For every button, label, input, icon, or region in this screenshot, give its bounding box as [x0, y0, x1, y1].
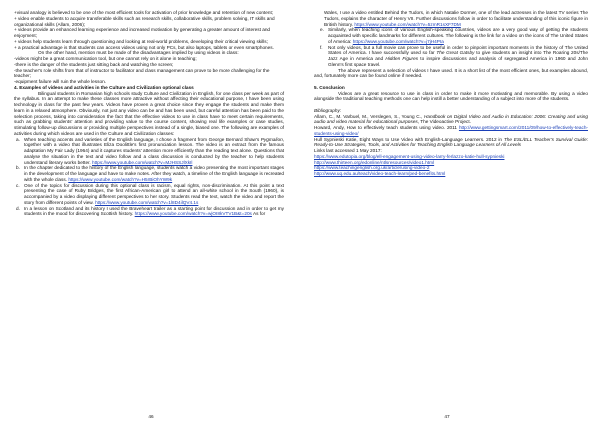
- right-page: [300, 0, 600, 424]
- video-link[interactable]: https://www.youtube.com/watch?v=H5rBiOhYW9k: [68, 176, 173, 182]
- list-marker: e.: [320, 27, 324, 33]
- bibliography-entry: [314, 137, 588, 149]
- bib-authors: Hull Sypnieski Katie, Eight Ways to Use Video with English-Language Learners. 2012 in: [314, 136, 504, 142]
- bibliography-heading: Bibliography:: [314, 107, 342, 113]
- item-text: In a lesson on Scotland and its history I used the Braveheart trailer as a starting point for discussion and in order to get my students in the mood for discovering Scottish history.: [24, 205, 284, 217]
- list-marker: a.: [16, 136, 20, 142]
- page-number: 46: [148, 414, 154, 419]
- disadvantage-line: -equipment failure will ruin the whole lesson.: [14, 79, 106, 84]
- conclusion-heading: 5. Conclusion: [314, 84, 345, 90]
- intro-line: +visual analogy is believed to be one of the most efficient tools for activation of prior knowledge and retention of new content;: [14, 10, 274, 15]
- reference-link[interactable]: https://www.edutopia.org/blog/ell-engagement-using-video-larry-ferlazzo-katie-hull-sypnieski: [314, 153, 505, 159]
- continued-item: [314, 10, 588, 27]
- bibliography-entry: [314, 125, 588, 137]
- bibliography-entry: [314, 114, 588, 126]
- list-item: [314, 45, 588, 68]
- reference-link[interactable]: http://www.thirteen.org/edonline/ntlsresources/video1.html: [314, 159, 435, 165]
- reference-link[interactable]: https://www.teachingenglish.org.uk/article/using-video-2: [314, 165, 430, 171]
- bib-post: , The Videoactive Project.: [417, 119, 471, 125]
- video-link[interactable]: https://www.youtube.com/watch?v=j7jH4PIa: [352, 38, 444, 44]
- bib-authors: Howard, Andy, How to effectively teach students using video. 2011: [314, 125, 459, 130]
- bib-authors: Allam, C., M. Varbuel, M., Verslegen, S., Young C.,: [314, 113, 424, 119]
- bib-title: The ESL/ELL Teacher's Survival Guide: Ready-to-Use Strategies, Tools, and Activities for Teaching English Language Learners of All Levels: [314, 136, 589, 148]
- closing-paragraph: The above represent a selection of videos I have used. It is a short list of the most efficient ones, but examples abound, and, fortunately more can be found online if needed.: [314, 67, 588, 79]
- conclusion-body: Videos are a great resource to use in class in order to make it more motivating and memorable. By using a video alongside the traditional teaching methods one can help instill a better understanding of a subject into more of the students.: [314, 90, 588, 102]
- video-link[interactable]: https://www.youtube.com/watch?v=5zmR1sXF7DM: [354, 21, 461, 27]
- item-text-mid: to give students an insight into The Roaring 20s/The Jazz Age in America and: [328, 50, 588, 61]
- intro-line: + videos help students learn through questioning and looking at real-world problems, developing their critical viewing skills;: [14, 38, 268, 44]
- disadvantages-lead: On the other hand, mention must be made of the disadvantages implied by using videos in class:: [38, 50, 239, 56]
- list-item: [14, 206, 284, 218]
- reference-link[interactable]: http://www.uq.edu.au/teach/video-teach-learn/ped-benefits.html: [314, 171, 446, 176]
- page-number: 47: [444, 414, 450, 419]
- item-title: Pygmalion: [260, 136, 283, 142]
- list-item: [14, 137, 284, 166]
- item-text: In the chapter dedicated to the history of the English language, students watch a video presenting the most important stages in the development of the language and have to make notes. After they watch, a timeline of the English language is recreated with the whole class.: [24, 165, 284, 182]
- bib-link[interactable]: http://www.gettingsmart.com/2011/09/how-to-effectively-teach-students-using-video/: [314, 125, 588, 136]
- video-link[interactable]: https://www.youtube.com/watch?v=MJHSSJlXkIl: [92, 159, 193, 165]
- list-item: [314, 27, 588, 44]
- disadvantage-line: -there is the danger of the students just sitting back and watching the screen;: [14, 61, 174, 67]
- list-marker: f.: [320, 44, 323, 50]
- disadvantage-line: -videos might be a great communication tool, but one cannot rely on it alone in teaching;: [14, 56, 197, 61]
- list-marker: d.: [16, 205, 20, 211]
- list-marker: b.: [16, 165, 20, 171]
- left-column: [14, 10, 284, 217]
- item-text-after: , together with a video that illustrates Eliza Doolittle's first pronunciation lesson. The video is an extract from the famous adaptation My Fair Lady (1964) and it captures students' attention more efficiently than the reading text alone. Questions that analyse the situation in the text and video follow and a class discussion is conducted by the teacher to help students understand literary works better.: [24, 136, 284, 165]
- bib-title: Handbook on Digital Video and Audio in Education: 2006: Creating and using audio and video material for educational purposes: [314, 113, 588, 125]
- item-title: The Great Gatsby: [436, 50, 475, 56]
- video-link[interactable]: https://www.youtube.com/watch?v=1l8D4ilQV4.1s: [95, 199, 199, 205]
- section-heading: 4. Examples of videos and activities in the Culture and Civilization optional class: [14, 84, 194, 90]
- item-text-after: to inspire discussions and analysis of segregated America in 1960 and John Glenn's first space travel.: [328, 56, 588, 67]
- intro-line: + videos provide an enhanced learning experience and increased motivation by generating a greater amount of interest and enjoyment;: [14, 27, 271, 38]
- list-item: [14, 165, 284, 182]
- item-text-after: As for: [251, 211, 266, 217]
- item-text: When teaching accents and varieties of the English language, I chose a fragment from George Bernard Shaw's: [24, 136, 261, 142]
- item-text: One of the topics for discussion during this optional class is racism, equal rights, non-discrimination. At this point a text presenting the case of Ruby Bridges, the first African-American girl to attend an all-white school in the South (1960), is accompanied by a video displaying different perspectives to her story. Students read the text, watch the video and report the story from different points of view.: [24, 182, 284, 205]
- item-text: Not only videos, but a full movie can prove to be useful in order to pinpoint important moments in the history of The United States of America. I have successfully used so far: [328, 44, 588, 56]
- intro-line: + video enable students to acquire transferable skills such as research skills, collaborative skills, problem solving, IT skills and organizational skills (Allam, 2006);: [14, 15, 275, 27]
- item-text: Similarly, when teaching icons of various English-speaking countries, videos are a very good way of getting the students acquainted with specific landmarks for different cultures. The following is the link for a video on the icons of The United States of America:: [328, 27, 588, 44]
- intro-line: + a practical advantage is that students can access videos using not only PCs, but also laptops, tablets or even smartphones.: [14, 44, 274, 50]
- item-text: Wales, I use a video entitled Behind the Tudors, in which Natalie Dormer, one of the lead actresses in the latest TV series The Tudors, explains the character of Henry VII. Further discussions follow in order to facilitate understanding of this iconic figure in British history.: [324, 10, 588, 27]
- section-body: Bilingual students in Romanian high schools study Culture and Civilization in English, for one class per week as part of the syllabus. In an attempt to make these classes more attractive without affecting their educational purpose, I have been using technology in class for the past few years. Videos have proven a great choice since they engage the students and make them learn in a relaxed atmosphere. Obviously, not just any video can be and has been used, but careful attention has been paid to the selection process, taking into consideration the fact that the effective videos to use in class have to meet certain requirements, such as grabbing students' attention and providing value to the course content, showing real life examples or case studies, stimulating follow-up discussions or providing multiple perspectives instead of a single, biased one. The following are examples of activities during which videos are used in the Culture and Civilization classes:: [14, 90, 284, 136]
- list-item: [14, 183, 284, 206]
- list-marker: c.: [16, 182, 20, 188]
- video-link[interactable]: https://www.youtube.com/watch?v=wjOI8kVTV1B&t=20s: [134, 211, 252, 217]
- links-accessed-label: Links last accessed 1 May 2017:: [314, 148, 382, 153]
- right-column: [314, 10, 588, 177]
- disadvantage-line: -the teacher's role shifts from that of instructor to facilitator and class management can prove to be more challenging for the teacher;: [14, 67, 270, 79]
- item-title: Hidden Figures: [385, 56, 419, 61]
